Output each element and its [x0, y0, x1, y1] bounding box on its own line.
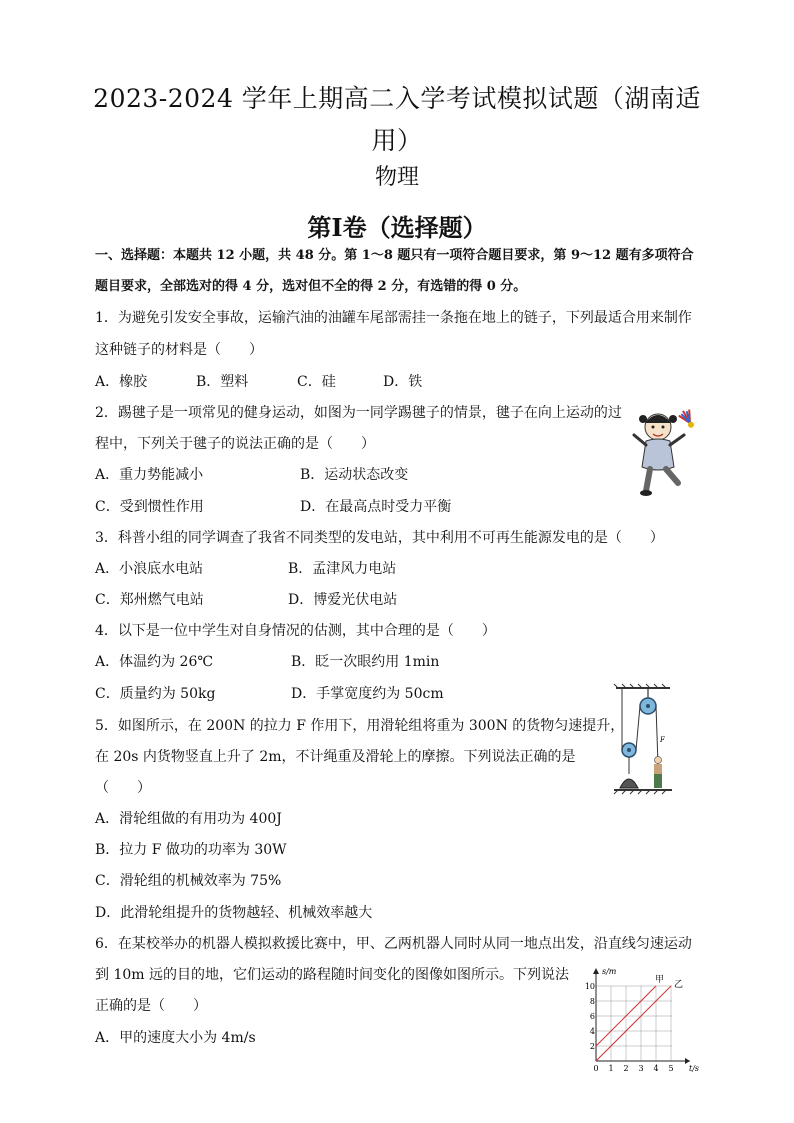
- x-axis-label: t/s: [689, 1064, 700, 1073]
- q3-option-c: C．郑州燃气电站: [95, 592, 204, 608]
- q6-stem-line-2: 到 10m 远的目的地，它们运动的路程随时间变化的图像如图所示。下列说法: [95, 967, 569, 983]
- y-tick: 4: [589, 1027, 595, 1036]
- q3-option-a: A．小浪底水电站: [95, 561, 204, 577]
- q2-option-d: D．在最高点时受力平衡: [300, 499, 452, 515]
- x-tick: 0: [593, 1064, 599, 1073]
- q5-option-a: A．滑轮组做的有用功为 400J: [95, 811, 282, 827]
- q2-option-a: A．重力势能减小: [95, 467, 204, 483]
- q5-stem-line-2: 在 20s 内货物竖直上升了 2m，不计绳重及滑轮上的摩擦。下列说法正确的是: [95, 749, 576, 765]
- q1-option-c: C．硅: [297, 374, 336, 390]
- q2-option-b: B．运动状态改变: [300, 467, 409, 483]
- q2-stem-line-1: 2．踢毽子是一项常见的健身运动，如图为一同学踢毽子的情景，毽子在向上运动的过: [95, 405, 622, 421]
- q5-option-c: C．滑轮组的机械效率为 75%: [95, 873, 282, 889]
- q5-stem-line-1: 5．如图所示，在 200N 的拉力 F 作用下，用滑轮组将重为 300N 的货物匀速提升，: [95, 718, 625, 734]
- q6-option-a: A．甲的速度大小为 4m/s: [95, 1030, 256, 1046]
- q3-option-d: D．博爱光伏电站: [288, 592, 398, 608]
- instructions: 一、选择题：本题共 12 小题，共 48 分。第 1～8 题只有一项符合题目要求，第 9～12 题有多项符合题目要求，全部选对的得 4 分，选对但不全的得 2 分，有选错的得 0 分。: [95, 248, 694, 294]
- distance-time-graph: [586, 962, 704, 1074]
- q4-option-c: C．质量约为 50kg: [95, 686, 216, 702]
- y-tick: 6: [589, 1012, 595, 1021]
- q3-option-b: B．孟津风力电站: [288, 561, 397, 577]
- subject-title: 物理: [374, 165, 419, 190]
- x-tick: 3: [638, 1064, 644, 1073]
- q5-option-d: D．此滑轮组提升的货物越轻、机械效率越大: [95, 905, 373, 921]
- q6-stem-line-1: 6．在某校举办的机器人模拟救援比赛中，甲、乙两机器人同时从同一地点出发，沿直线匀速运动: [95, 936, 692, 952]
- force-label: F: [660, 736, 665, 744]
- q4-option-a: A．体温约为 26℃: [95, 654, 214, 670]
- page-title: 2023-2024 学年上期高二入学考试模拟试题（湖南适用）: [93, 84, 701, 155]
- q4-option-d: D．手掌宽度约为 50cm: [291, 686, 444, 702]
- series-label-jia: 甲: [655, 975, 665, 985]
- series-line-yi: [596, 986, 671, 1061]
- q3-stem-line-1: 3．科普小组的同学调查了我省不同类型的发电站，其中利用不可再生能源发电的是（ ）: [95, 530, 664, 546]
- x-tick: 5: [668, 1064, 674, 1073]
- q2-stem-line-2: 程中，下列关于毽子的说法正确的是（ ）: [95, 436, 375, 452]
- pulley-system-illustration: [612, 684, 674, 798]
- y-tick: 10: [584, 982, 595, 991]
- q1-option-d: D．铁: [383, 374, 423, 390]
- q5-option-b: B．拉力 F 做功的功率为 30W: [95, 842, 287, 858]
- q1-option-a: A．橡胶: [95, 374, 148, 390]
- q6-stem-line-3: 正确的是（ ）: [95, 998, 207, 1014]
- series-label-yi: 乙: [674, 980, 684, 990]
- x-tick: 1: [608, 1064, 614, 1073]
- shuttlecock-kicker-illustration: [628, 405, 704, 497]
- x-tick: 2: [623, 1064, 629, 1073]
- x-tick: 4: [653, 1064, 659, 1073]
- y-tick: 2: [589, 1042, 595, 1051]
- y-tick: 8: [589, 997, 595, 1006]
- q1-stem-line-2: 这种链子的材料是（ ）: [95, 342, 263, 358]
- q5-stem-line-3: （ ）: [95, 780, 151, 796]
- q4-option-b: B．眨一次眼约用 1min: [291, 654, 440, 670]
- q1-stem-line-1: 1．为避免引发安全事故，运输汽油的油罐车尾部需挂一条拖在地上的链子，下列最适合用来制作: [95, 310, 692, 326]
- y-axis-label: s/m: [602, 967, 617, 976]
- section-title: 第Ⅰ卷（选择题）: [307, 213, 487, 242]
- q1-option-b: B．塑料: [196, 374, 249, 390]
- q4-stem-line-1: 4．以下是一位中学生对自身情况的估测，其中合理的是（ ）: [95, 623, 496, 639]
- q2-option-c: C．受到惯性作用: [95, 499, 204, 515]
